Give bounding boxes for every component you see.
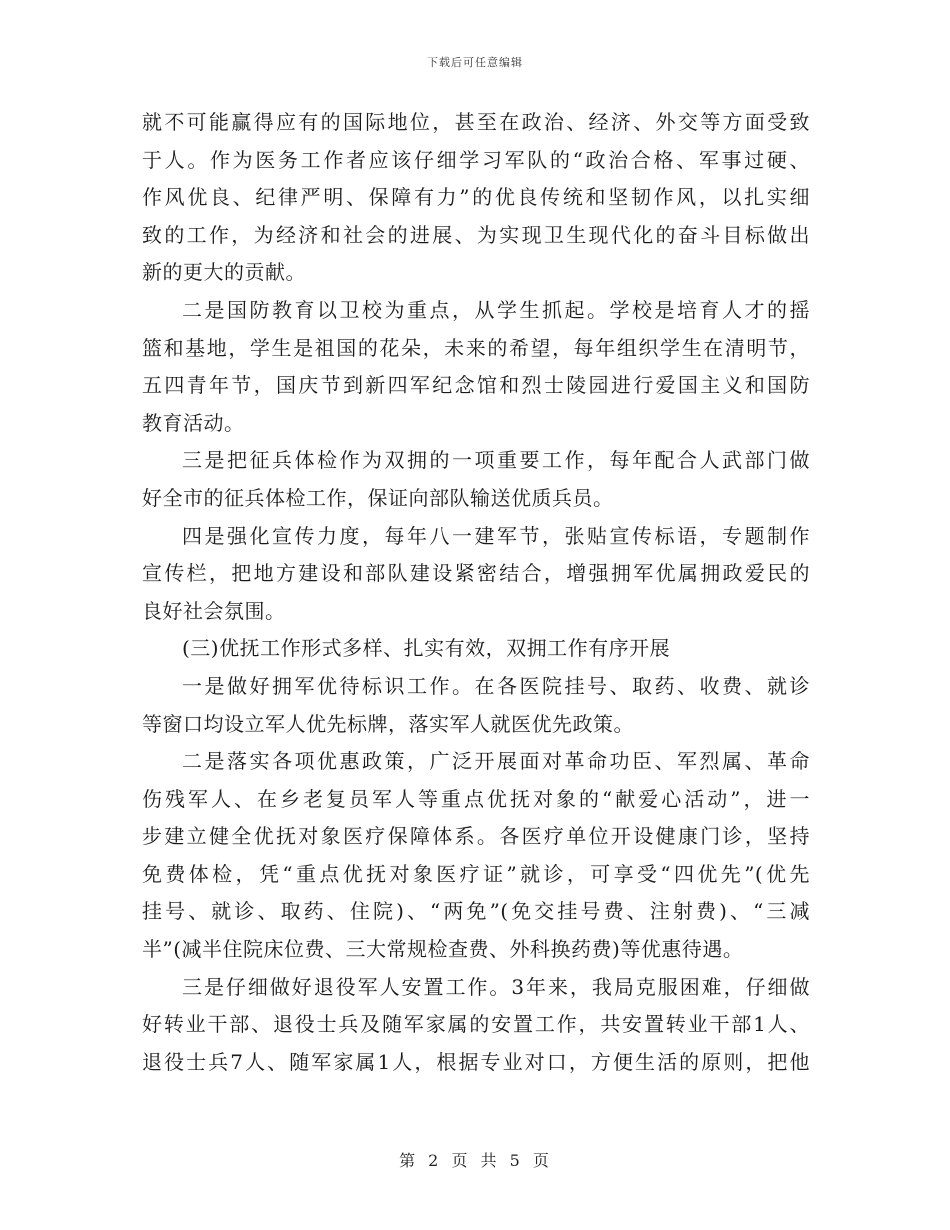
text-line: 好转业干部、退役士兵及随军家属的安置工作，共安置转业干部1人、: [142, 1012, 810, 1037]
header-note: 下载后可任意编辑: [427, 56, 523, 69]
paragraph: [142, 743, 810, 969]
text-line: (三)优抚工作形式多样、扎实有效，双拥工作有序开展: [182, 636, 671, 661]
text-line: 良好社会氛围。: [142, 598, 286, 623]
text-line: 三是仔细做好退役军人安置工作。3年来，我局克服困难，仔细做: [182, 974, 810, 999]
text-line: 篮和基地，学生是祖国的花朵，未来的希望，每年组织学生在清明节，: [142, 335, 810, 360]
text-line: 宣传栏，把地方建设和部队建设紧密结合，增强拥军优属拥政爱民的: [142, 561, 810, 586]
text-line: 免费体检，凭“重点优抚对象医疗证”就诊，可享受“四优先”(优先: [142, 861, 810, 886]
text-line: 等窗口均设立军人优先标牌，落实军人就医优先政策。: [142, 711, 634, 736]
text-line: 二是落实各项优惠政策，广泛开展面对革命功臣、军烈属、革命: [182, 749, 810, 774]
text-line: 致的工作，为经济和社会的进展、为实现卫生现代化的奋斗目标做出: [142, 222, 810, 247]
text-line: 步建立健全优抚对象医疗保障体系。各医疗单位开设健康门诊，坚持: [142, 824, 810, 849]
text-line: 好全市的征兵体检工作，保证向部队输送优质兵员。: [142, 485, 614, 510]
text-line: 挂号、就诊、取药、住院)、“两免”(免交挂号费、注射费)、“三减: [142, 899, 810, 924]
section-heading: [142, 630, 810, 668]
text-line: 伤残军人、在乡老复员军人等重点优抚对象的“献爱心活动”，进一: [142, 786, 810, 811]
page-number: 第 2 页 共 5 页: [399, 1151, 551, 1170]
text-line: 五四青年节，国庆节到新四军纪念馆和烈士陵园进行爱国主义和国防: [142, 373, 810, 398]
text-line: 三是把征兵体检作为双拥的一项重要工作，每年配合人武部门做: [182, 448, 810, 473]
text-line: 二是国防教育以卫校为重点，从学生抓起。学校是培育人才的摇: [182, 297, 810, 322]
text-line: 四是强化宣传力度，每年八一建军节，张贴宣传标语，专题制作: [182, 523, 810, 548]
text-line: 就不可能赢得应有的国际地位，甚至在政治、经济、外交等方面受致: [142, 110, 810, 134]
text-line: 新的更大的贡献。: [142, 260, 306, 285]
text-line: 退役士兵7人、随军家属1人，根据专业对口，方便生活的原则，把他: [142, 1049, 810, 1074]
paragraph: [142, 668, 810, 743]
paragraph: [142, 104, 810, 292]
document-body: [142, 104, 810, 1081]
text-line: 半”(减半住院床位费、三大常规检查费、外科换药费)等优惠待遇。: [142, 937, 744, 962]
text-line: 一是做好拥军优待标识工作。在各医院挂号、取药、收费、就诊: [182, 673, 810, 698]
text-line: 教育活动。: [142, 410, 245, 435]
text-line: 作风优良、纪律严明、保障有力”的优良传统和坚韧作风，以扎实细: [142, 185, 810, 210]
paragraph: [142, 442, 810, 517]
paragraph: [142, 969, 810, 1082]
paragraph: [142, 292, 810, 442]
text-line: 于人。作为医务工作者应该仔细学习军队的“政治合格、军事过硬、: [142, 147, 810, 172]
paragraph: [142, 518, 810, 631]
